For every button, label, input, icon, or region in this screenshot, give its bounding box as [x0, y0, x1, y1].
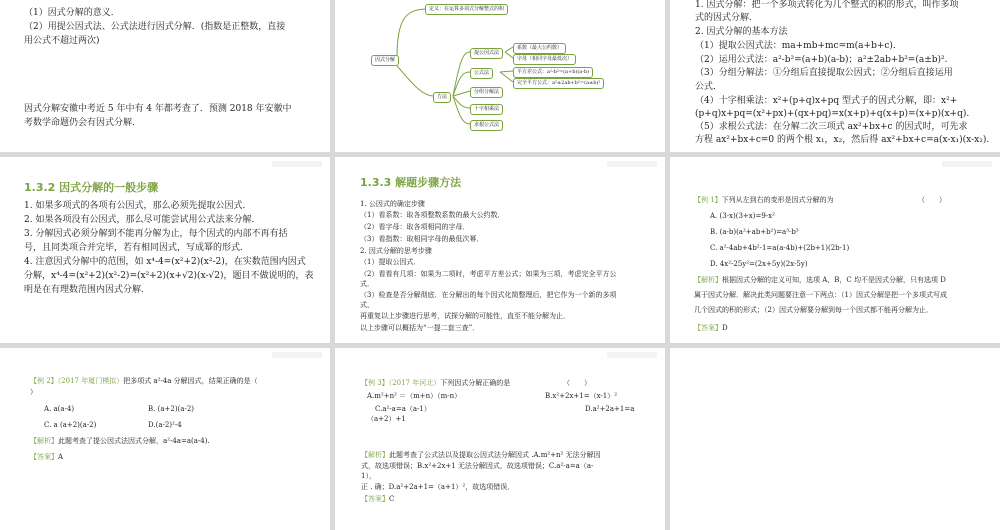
slide-4[interactable]: [0, 157, 330, 343]
answer-label: 【答案】: [361, 495, 389, 503]
slide3-line-11: 方程 ax²+bx+c=0 的两个根 x₁，x₂，然后得 ax²+bx+c=a(x-x₁)(x-x₂).: [695, 135, 990, 145]
mindmap-sub-2: 字母（相同字母最低次）: [513, 54, 576, 65]
option-d: D. 4x²-25y²=(2x+5y)(2x-5y): [710, 260, 808, 268]
analysis-line-2: 式，故选项错误；B.x²+2x+1 无法分解因式，故选项错误；C.a²-a=a（a-: [361, 462, 594, 470]
slide4-line-5: 4. 注意因式分解中的范围，如 x⁴-4=(x²+2)(x²-2)，在实数范围内因式: [24, 257, 306, 267]
option-d-cont: （a+2）+1: [367, 415, 406, 423]
mindmap-branch-2: 公式法: [470, 68, 493, 79]
slide6-header-mark: [942, 161, 992, 167]
slide3-line-8: （4）十字相乘法：x²+(p+q)x+pq 型式子的因式分解，即：x²+: [695, 96, 958, 106]
slide3-line-9: (p+q)x+pq=(x²+px)+(qx+pq)=x(x+p)+q(x+p)=(x+p)(x+q).: [695, 109, 970, 119]
analysis-line-1: [361, 450, 601, 461]
analysis-text: 此题考查了提公因式法因式分解，a²-4a=a(a-4).: [58, 437, 210, 445]
option-b: B. (a+2)(a-2): [148, 405, 195, 413]
slide8-question: [361, 378, 510, 389]
answer-label: 【答案】: [30, 453, 58, 461]
slide5-heading: 1.3.3 解题步骤方法: [360, 176, 462, 189]
slide5-line-4: （3）看指数：取相同字母的最低次幂．: [360, 235, 484, 243]
slide1-line-2: （2）用提公因式法、公式法进行因式分解．(指数是正整数，直接: [24, 22, 286, 32]
slide3-line-5: （2）运用公式法：a²-b²=(a+b)(a-b)；a²±2ab+b²=(a±b)².: [695, 55, 948, 65]
option-a: A. (3-x)(3+x)=9-x²: [710, 212, 775, 220]
slide5-line-9: （3）检查是否分解彻底．在分解出的每个因式化简整理后，把它作为一个新的多项: [360, 291, 617, 299]
slide1-line-1: （1）因式分解的意义．: [24, 8, 120, 18]
slide1-line-3: 用公式不超过两次): [24, 36, 100, 46]
slide3-line-10: （5）求根公式法：在分解二次三项式 ax²+bx+c 的因式时，可先求: [695, 122, 968, 132]
answer-label: 【答案】: [694, 324, 722, 332]
slide4-heading: 1.3.2 因式分解的一般步骤: [24, 181, 159, 194]
slide5-line-7: （2）看看有几项：如果为二项时，考虑平方差公式；如果为三项，考虑完全平方公: [360, 270, 617, 278]
slide4-line-2: 2. 如果各项没有公因式，那么尽可能尝试用公式法来分解．: [24, 215, 261, 225]
slide5-line-12: 以上步骤可以概括为“一提二套三查”．: [360, 324, 480, 332]
slide-5[interactable]: [335, 157, 665, 343]
option-d: D.a²+2a+1=a: [585, 405, 635, 413]
slide4-line-3: 3. 分解因式必须分解到不能再分解为止，每个因式的内部不再有括: [24, 229, 288, 239]
analysis-line-4: 正 . 确；D.a²+2a+1=（a+1）²，故选项错误．: [361, 483, 515, 491]
option-c: C. a²-4ab+4b²-1=a(a-4b)+(2b+1)(2b-1): [710, 244, 850, 252]
slide6-question: [694, 195, 834, 206]
slide3-line-3: 2. 因式分解的基本方法: [695, 27, 788, 37]
slide3-line-6: （3）分组分解法：①分组后直接提取公因式；②分组后直接运用: [695, 68, 953, 78]
mindmap-branch-5: 求根公式法: [470, 120, 503, 131]
slide-3[interactable]: [670, 0, 1000, 152]
slide5-line-8: 式．: [360, 280, 374, 288]
slide4-line-7: 明是在有理数范围内因式分解．: [24, 285, 151, 295]
mindmap-method: 方法: [433, 92, 451, 103]
mindmap-branch-1: 提公因式法: [470, 48, 503, 59]
slide3-line-7: 公式．: [695, 82, 723, 92]
analysis-label: 【解析】: [694, 276, 722, 284]
slide8-header-mark: [607, 352, 657, 358]
answer-line: [361, 494, 394, 505]
slide5-header-mark: [607, 161, 657, 167]
example-label: 【例 2】（2017 年厦门模拟）: [30, 377, 124, 385]
option-b: B.x²+2x+1=（x-1）²: [545, 392, 618, 400]
analysis-line-3: 几个因式的积的形式；（2）因式分解要分解到每一个因式都不能再分解为止．: [694, 306, 933, 314]
answer-line: [694, 323, 728, 334]
question-text: 把多项式 a²-4a 分解因式，结果正确的是（: [123, 377, 258, 385]
slide-9-blank[interactable]: [670, 348, 1000, 530]
option-c: C. a (a+2)(a-2): [44, 421, 97, 429]
analysis-line-2: 属于因式分解．解决此类问题要注意一下两点：（1）因式分解是把一个多项式写成: [694, 291, 947, 299]
mindmap-branch-3: 分组分解法: [470, 87, 503, 98]
slide1-para-2: 考数学命题仍会有因式分解．: [24, 118, 142, 128]
slide5-line-5: 2. 因式分解的思考步骤: [360, 247, 432, 255]
answer-paren: （ ）: [563, 379, 591, 387]
mindmap-sub-4: 完全平方公式：a²±2ab+b²=(a±b)²: [513, 78, 604, 89]
answer-line: [30, 452, 63, 463]
analysis-line: [30, 436, 210, 447]
answer-paren: （ ）: [918, 196, 946, 204]
example-label: 【例 3】（2017 年河北）: [361, 379, 441, 387]
slide5-line-11: 再重复以上步骤进行思考，试探分解的可能性，直至不能分解为止．: [360, 312, 570, 320]
slide4-line-4: 号，且同类项合并完毕，若有相同因式，写成幂的形式．: [24, 243, 250, 253]
answer-value: D: [722, 324, 728, 332]
option-d: D.(a-2)²-4: [148, 421, 182, 429]
option-b: B. (a-b)(a²+ab+b²)=a³-b³: [710, 228, 799, 236]
slide7-header-mark: [272, 352, 322, 358]
slide4-line-6: 分解，x⁴-4=(x²+2)(x²-2)=(x²+2)(x+√2)(x-√2)，题目不做说明的，表: [24, 271, 314, 281]
mindmap-sub-3: 平方差公式：a²-b²=(a+b)(a-b): [513, 67, 593, 78]
mindmap-branch-4: 十字相乘法: [470, 104, 503, 115]
question-text: 下列因式分解正确的是: [440, 379, 511, 387]
slide4-line-1: 1. 如果多项式的各项有公因式，那么必须先提取公因式．: [24, 201, 252, 211]
slide3-line-4: （1）提取公因式法：ma+mb+mc=m(a+b+c).: [695, 41, 896, 51]
slide5-line-6: （1）提取公因式．: [360, 258, 421, 266]
analysis-line-1: [694, 275, 946, 286]
slide5-line-1: 1. 公因式的确定步骤: [360, 200, 425, 208]
question-end: ）: [30, 388, 37, 396]
slide-6[interactable]: [670, 157, 1000, 343]
mindmap-center: 因式分解: [371, 55, 399, 66]
analysis-text-1: 根据因式分解的定义可知，选项 A，B，C 均不是因式分解，只有选项 D: [722, 276, 946, 284]
slide-1[interactable]: [0, 0, 330, 152]
question-text: 下列从左到右的变形是因式分解的为: [721, 196, 834, 204]
option-a: A.m²+n² ＝（m+n）（m-n）: [367, 392, 462, 400]
option-c: C.a²-a=a（a-1）: [375, 405, 431, 413]
mindmap-definition: 定义：在运算多项式分解整式的积: [425, 4, 508, 15]
answer-value: C: [389, 495, 395, 503]
slide5-line-10: 式，: [360, 301, 374, 309]
slide7-question: [30, 376, 258, 387]
example-label: 【例 1】: [694, 196, 722, 204]
mindmap-sub-1: 系数（最大公约数）: [513, 43, 566, 54]
slide-7[interactable]: [0, 348, 330, 530]
slide-8[interactable]: [335, 348, 665, 530]
slide1-para-1: 因式分解安徽中考近 5 年中有 4 年都考查了．预测 2018 年安徽中: [24, 104, 292, 114]
analysis-text-1: 此题考查了公式法以及提取公因式法分解因式 .A.m²+n² 无法分解因: [389, 451, 601, 459]
analysis-line-3: 1），: [361, 472, 376, 480]
slide3-line-2: 式的因式分解．: [695, 13, 759, 23]
slide5-line-2: （1）看系数：取各项整数系数的最大公约数．: [360, 211, 505, 219]
slide-2-mindmap[interactable]: [335, 0, 665, 152]
analysis-label: 【解析】: [361, 451, 389, 459]
option-a: A. a(a-4): [44, 405, 75, 413]
slide3-line-1: 1. 因式分解：把一个多项式转化为几个整式的积的形式，叫作多项: [695, 0, 959, 10]
answer-value: A: [58, 453, 64, 461]
analysis-label: 【解析】: [30, 437, 58, 445]
slide4-header-mark: [272, 161, 322, 167]
slide5-line-3: （2）看字母：取各项相同的字母．: [360, 223, 470, 231]
